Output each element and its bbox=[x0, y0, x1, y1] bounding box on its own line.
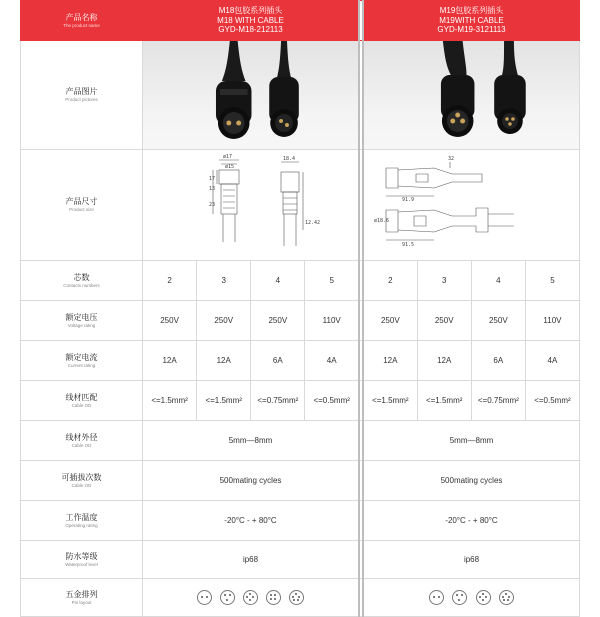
dimension-label: 17 bbox=[209, 176, 216, 182]
label-zh: 额定电压 bbox=[65, 312, 98, 322]
m19-photo bbox=[363, 41, 580, 150]
m19-pin-layouts bbox=[363, 579, 580, 617]
dimension-label: 91.9 bbox=[402, 197, 415, 203]
dimension-label: 91.5 bbox=[402, 242, 415, 248]
m19-drawing bbox=[363, 150, 580, 261]
label-zh: 额定电流 bbox=[65, 352, 98, 362]
spec-value: <=1.5mm² bbox=[417, 381, 471, 421]
spec-value: <=0.75mm² bbox=[251, 381, 305, 421]
spec-value: ip68 bbox=[363, 541, 580, 579]
title-line: M19包胶系列插头 bbox=[439, 6, 504, 16]
row-label bbox=[21, 341, 143, 381]
dimension-label: 18.4 bbox=[283, 156, 296, 162]
size-label bbox=[21, 150, 143, 261]
spec-value: 3 bbox=[197, 261, 251, 301]
label-en: The product name bbox=[63, 22, 100, 28]
dimension-label: ø18.6 bbox=[374, 218, 390, 224]
m18-title bbox=[143, 1, 360, 41]
spec-value: <=0.5mm² bbox=[305, 381, 359, 421]
pin-layout-icon bbox=[289, 590, 304, 605]
spec-value: 250V bbox=[471, 301, 525, 341]
m18-drawing bbox=[143, 150, 360, 261]
spec-value: <=1.5mm² bbox=[197, 381, 251, 421]
voltage-row bbox=[21, 301, 580, 341]
header-row bbox=[21, 1, 580, 41]
spec-value: 2 bbox=[363, 261, 417, 301]
pins-row bbox=[21, 579, 580, 617]
cable-row bbox=[21, 381, 580, 421]
outer-row bbox=[21, 421, 580, 461]
label-en: Contacts numbers bbox=[63, 282, 100, 288]
pin-layout-icon bbox=[476, 590, 491, 605]
dimension-label: 12.42 bbox=[305, 220, 321, 226]
pin-layout-icon bbox=[452, 590, 467, 605]
label-en: Voltage rating bbox=[67, 322, 96, 328]
dimension-label: 32 bbox=[448, 156, 455, 162]
title-line: M18包胶系列插头 bbox=[218, 6, 283, 16]
title-line: GYD-M18-212113 bbox=[218, 25, 283, 35]
dimension-label: 13 bbox=[209, 186, 216, 192]
spec-value: 250V bbox=[417, 301, 471, 341]
spec-value: 6A bbox=[471, 341, 525, 381]
label-zh: 防水等级 bbox=[65, 551, 98, 561]
pin-layout-icon bbox=[266, 590, 281, 605]
label-en: Operating rating bbox=[65, 522, 98, 528]
label-en: Waterproof level bbox=[65, 561, 98, 567]
row-label bbox=[21, 541, 143, 579]
row-label bbox=[21, 421, 143, 461]
spec-value: -20°C - + 80°C bbox=[143, 501, 360, 541]
spec-value: 12A bbox=[417, 341, 471, 381]
label-zh: 产品名称 bbox=[65, 12, 98, 22]
spec-value: 250V bbox=[251, 301, 305, 341]
spec-value: 3 bbox=[417, 261, 471, 301]
spec-value: 4A bbox=[525, 341, 579, 381]
spec-value: ip68 bbox=[143, 541, 360, 579]
label-zh: 线材匹配 bbox=[65, 392, 98, 402]
picture-row bbox=[21, 41, 580, 150]
label-en: Product pictures bbox=[65, 97, 98, 102]
spec-value: <=1.5mm² bbox=[363, 381, 417, 421]
spec-value: 110V bbox=[525, 301, 579, 341]
label-zh: 产品尺寸 bbox=[65, 197, 98, 206]
spec-value: 250V bbox=[197, 301, 251, 341]
title-line: M19WITH CABLE bbox=[439, 15, 504, 25]
row-label bbox=[21, 301, 143, 341]
spec-value: 5 bbox=[305, 261, 359, 301]
spec-value: <=1.5mm² bbox=[143, 381, 197, 421]
spec-value: 4 bbox=[471, 261, 525, 301]
dimension-label: ø17 bbox=[223, 154, 233, 160]
label-en: Current rating bbox=[67, 362, 96, 368]
label-zh: 五金排列 bbox=[65, 589, 98, 599]
spec-value: 12A bbox=[197, 341, 251, 381]
header-label bbox=[21, 1, 143, 41]
label-zh: 工作温度 bbox=[65, 512, 98, 522]
spec-value: 500mating cycles bbox=[363, 461, 580, 501]
pin-layout-icon bbox=[220, 590, 235, 605]
temp-row bbox=[21, 501, 580, 541]
m19-dimension-drawing bbox=[364, 150, 582, 258]
spec-value: 500mating cycles bbox=[143, 461, 360, 501]
spec-value: 4 bbox=[251, 261, 305, 301]
label-en: Cable OD bbox=[71, 402, 92, 408]
spec-value: 6A bbox=[251, 341, 305, 381]
m18-dimension-drawing bbox=[143, 150, 361, 258]
row-label bbox=[21, 461, 143, 501]
size-row bbox=[21, 150, 580, 261]
row-label bbox=[21, 381, 143, 421]
label-zh: 产品图片 bbox=[65, 87, 98, 96]
picture-label bbox=[21, 41, 143, 150]
spec-value: 250V bbox=[363, 301, 417, 341]
spec-value: 4A bbox=[305, 341, 359, 381]
spec-value: 5mm—8mm bbox=[143, 421, 360, 461]
pin-layout-icon bbox=[499, 590, 514, 605]
spec-value: 12A bbox=[363, 341, 417, 381]
row-label bbox=[21, 579, 143, 617]
spec-value: <=0.5mm² bbox=[525, 381, 579, 421]
dimension-label: 23 bbox=[209, 202, 216, 208]
spec-value: 5mm—8mm bbox=[363, 421, 580, 461]
label-en: Cable OD bbox=[71, 482, 92, 488]
label-zh: 可插拔次数 bbox=[61, 472, 102, 482]
label-en: Pin layout bbox=[71, 599, 92, 605]
mating-row bbox=[21, 461, 580, 501]
spec-value: 5 bbox=[525, 261, 579, 301]
spec-value: 12A bbox=[143, 341, 197, 381]
cores-row bbox=[21, 261, 580, 301]
spec-value: -20°C - + 80°C bbox=[363, 501, 580, 541]
row-label bbox=[21, 261, 143, 301]
dimension-label: ø15 bbox=[225, 164, 235, 170]
m18-pin-layouts bbox=[143, 579, 360, 617]
m18-photo bbox=[143, 41, 360, 150]
spec-table bbox=[20, 0, 580, 617]
pin-layout-icon bbox=[429, 590, 444, 605]
spec-value: 2 bbox=[143, 261, 197, 301]
ip-row bbox=[21, 541, 580, 579]
spec-value: <=0.75mm² bbox=[471, 381, 525, 421]
pin-layout-icon bbox=[243, 590, 258, 605]
label-zh: 线材外径 bbox=[65, 432, 98, 442]
title-line: GYD-M19-3121113 bbox=[437, 25, 506, 35]
label-zh: 芯数 bbox=[73, 272, 90, 282]
m19-title bbox=[363, 1, 580, 41]
spec-value: 250V bbox=[143, 301, 197, 341]
current-row bbox=[21, 341, 580, 381]
spec-sheet bbox=[20, 0, 580, 605]
label-en: Product size bbox=[69, 207, 94, 212]
spec-value: 110V bbox=[305, 301, 359, 341]
pin-layout-icon bbox=[197, 590, 212, 605]
label-en: Cable OD bbox=[71, 442, 92, 448]
row-label bbox=[21, 501, 143, 541]
title-line: M18 WITH CABLE bbox=[217, 15, 284, 25]
